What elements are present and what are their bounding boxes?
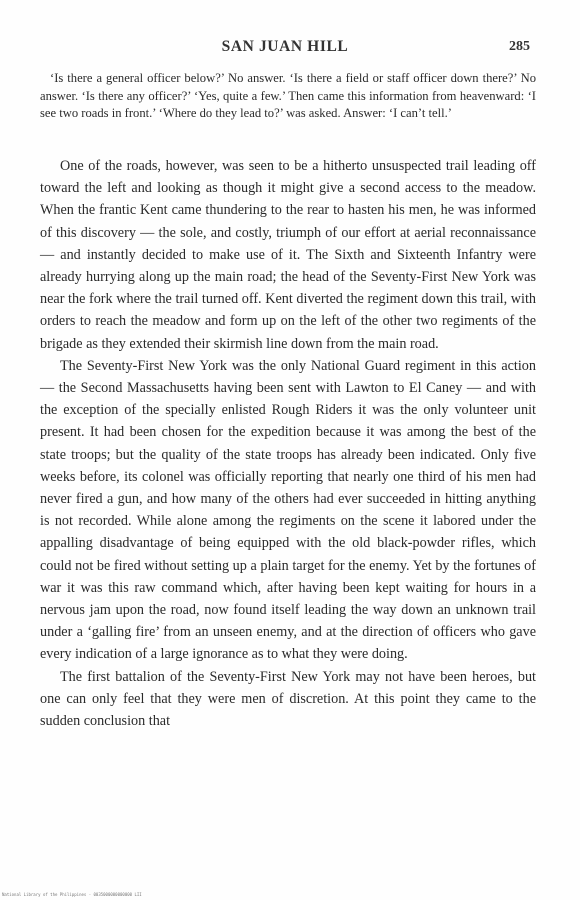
running-head: [40, 38, 530, 60]
page-number: 285: [509, 39, 530, 54]
paragraph-roads: One of the roads, however, was seen to be a hitherto unsuspected trail leading off toward the left and looking as though it might give a second access to the meadow. When the frantic Kent came thundering to the rear to hasten his men, he was informed of this discovery — the sole, and costly, triumph of our effort at aerial reconnaissance — and instantly decided to make use of it. The Sixth and Sixteenth Infantry were already hurrying along up the main road; the head of the Seventy-First New York was near the fork where the trail turned off. Kent diverted the regiment down this trail, with orders to reach the meadow and form up on the left of the other two regiments of the brigade as they extended their skirmish line down from the main road.: [40, 158, 536, 352]
quote-block: [40, 70, 536, 123]
quote-paragraph: ‘Is there a general officer below?’ No answer. ‘Is there a field or staff officer down there?’ No answer. ‘Is there any officer?’ ‘Yes, quite a few.’ Then came this information from heavenward: ‘I see two roads in front.’ ‘Where do they lead to?’ was asked. Answer: ‘I can’t tell.’: [40, 71, 536, 121]
paragraph-seventy-first: The Seventy-First New York was the only National Guard regiment in this action — the Second Massachusetts having been sent with Lawton to El Caney — and with the exception of the specially enlisted Rough Riders it was the only volunteer unit present. It had been chosen for the expedition because it was among the best of the state troops; but the quality of the state troops has already been indicated. Only five weeks before, its colonel was officially reporting that nearly one third of his men had never fired a gun, and how many of the others had ever succeeded in hitting anything is not recorded. While alone among the regiments on the scene it labored under the appalling disadvantage of being equipped with the old black-powder rifles, which could not be fired without setting up a plain target for the enemy. Yet by the fortunes of war it was this raw command which, after having been kept waiting for hours in a nervous jam upon the road, now found itself leading the way down an unknown trail under a ‘galling fire’ from an unseen enemy, and at the direction of officers who gave every indication of a large ignorance as to what they were doing.: [40, 357, 536, 663]
library-stamp: National Library of the Philippines · 0035000000000000 LII: [2, 892, 142, 897]
body-text: [40, 155, 536, 732]
running-title: SAN JUAN HILL: [221, 38, 349, 55]
paragraph-first-battalion: The first battalion of the Seventy-First New York may not have been heroes, but one can only feel that they were men of discretion. At this point they came to the sudden conclusion that: [40, 668, 536, 730]
